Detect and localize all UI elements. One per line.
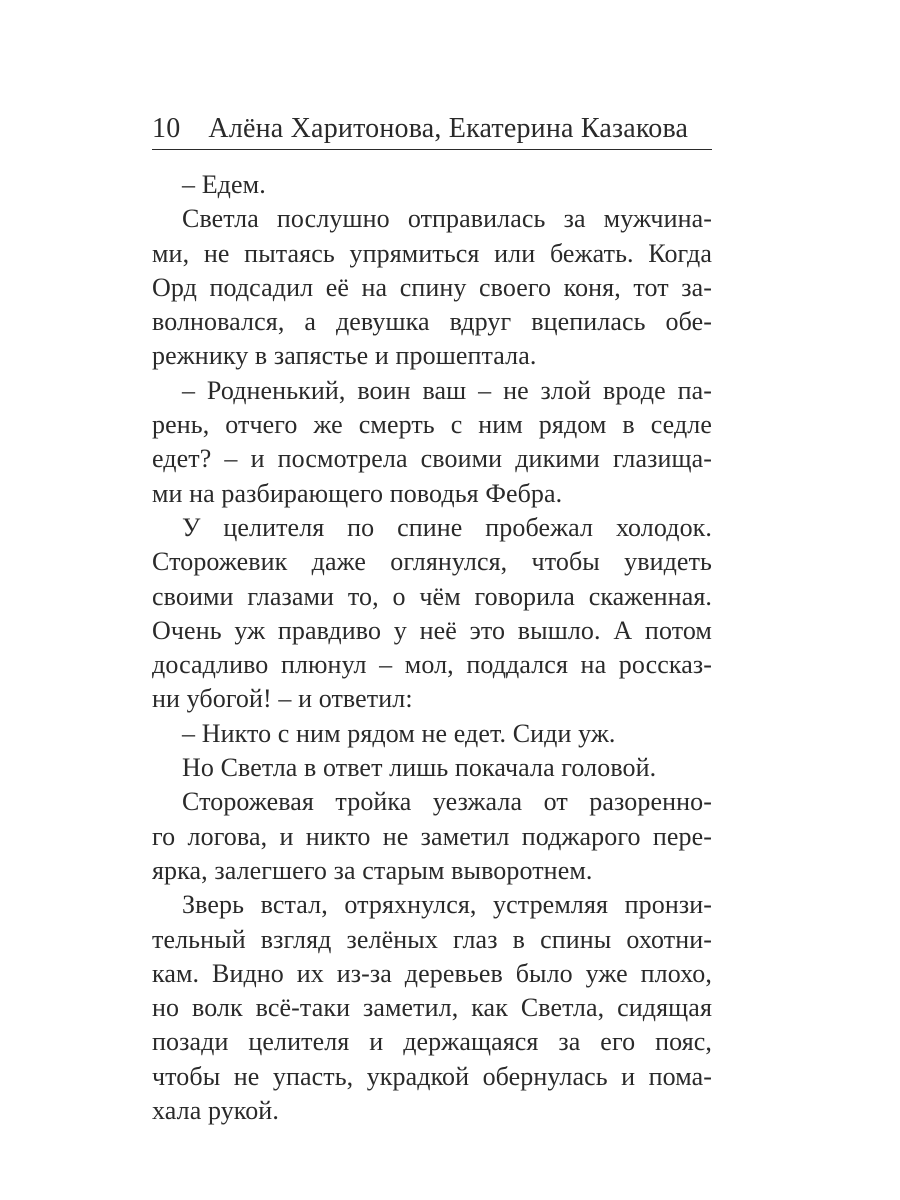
running-head (152, 112, 712, 146)
text-line: Сторожевая тройка уезжала от разоренно- (182, 787, 712, 817)
text-line: Орд подсадил её на спину своего коня, тот за- (152, 272, 712, 302)
text-line: режнику в запястье и прошептала. (152, 341, 537, 371)
text-line: рень, отчего же смерть с ним рядом в седле (152, 410, 712, 440)
text-line: своими глазами то, о чём говорила скаженная. (152, 581, 712, 611)
text-line: У целителя по спине пробежал холодок. (182, 512, 712, 542)
text-line: кам. Видно их из-за деревьев было уже плохо, (152, 958, 712, 988)
text-line: – Родненький, воин ваш – не злой вроде па- (182, 375, 712, 405)
text-line: Очень уж правдиво у неё это вышло. А потом (152, 615, 712, 645)
text-line: – Никто с ним рядом не едет. Сиди уж. (182, 718, 616, 748)
page-number: 10 (152, 113, 181, 144)
text-line: досадливо плюнул – мол, поддался на россказ- (152, 650, 712, 680)
text-line: Светла послушно отправилась за мужчина- (182, 204, 712, 234)
text-line: хала рукой. (152, 1096, 279, 1126)
text-line: позади целителя и держащаяся за его пояс, (152, 1027, 712, 1057)
text-line: но волк всё-таки заметил, как Светла, сидящая (152, 993, 712, 1023)
text-line: ярка, залегшего за старым выворотнем. (152, 855, 593, 885)
text-line: ми, не пытаясь упрямиться или бежать. Когда (152, 238, 712, 268)
text-line: чтобы не упасть, украдкой обернулась и пома- (152, 1061, 712, 1091)
text-line: едет? – и посмотрела своими дикими глазища- (152, 444, 712, 474)
header-rule (152, 149, 712, 150)
text-line: Зверь встал, отряхнулся, устремляя пронзи- (182, 890, 712, 920)
text-line: волновался, а девушка вдруг вцепилась обе- (152, 307, 712, 337)
text-line: – Едем. (182, 170, 266, 199)
text-line: ни убогой! – и ответил: (152, 684, 413, 714)
text-line: Сторожевик даже оглянулся, чтобы увидеть (152, 547, 712, 577)
text-line: Но Светла в ответ лишь покачала головой. (182, 753, 657, 783)
text-line: тельный взгляд зелёных глаз в спины охотни- (152, 924, 712, 954)
running-head-authors: Алёна Харитонова, Екатерина Казакова (208, 113, 689, 144)
body-text (152, 168, 712, 1128)
text-line: ми на разбирающего поводья Фебра. (152, 478, 563, 508)
text-line: го логова, и никто не заметил поджарого пере- (152, 821, 712, 851)
